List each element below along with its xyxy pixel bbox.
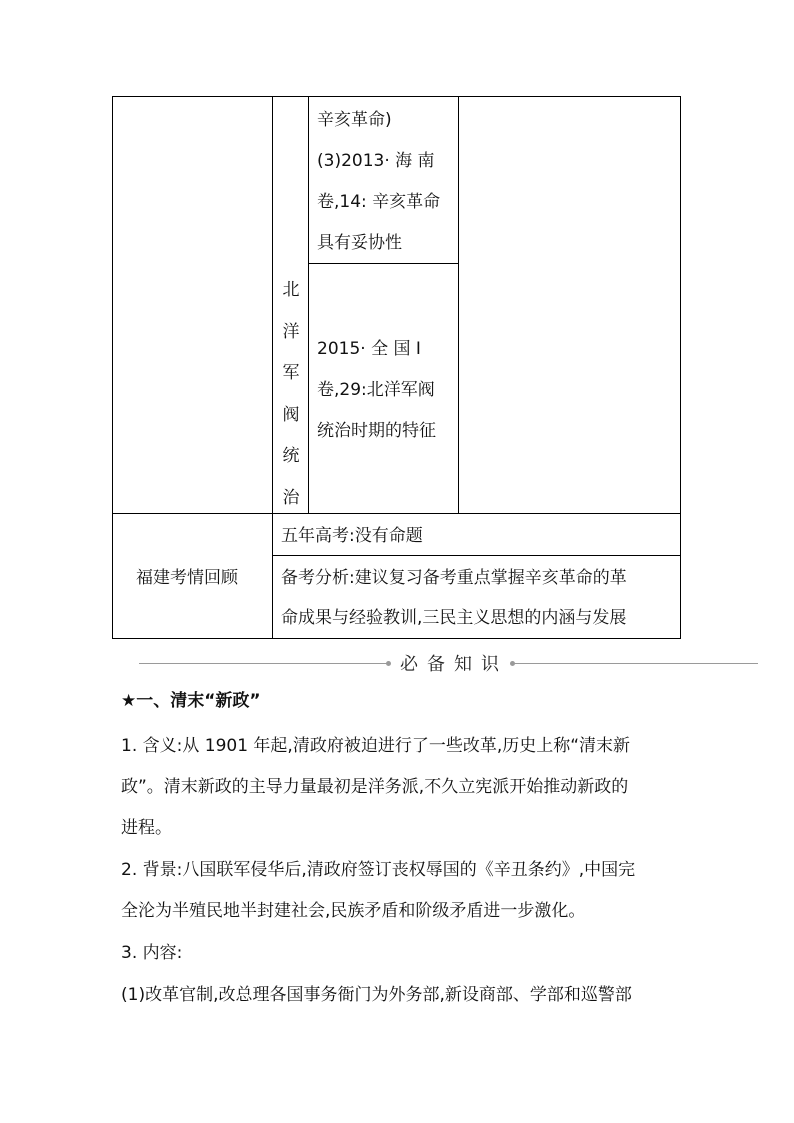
row2-vertical-char: 统 (282, 446, 300, 466)
paragraph-line: 全沦为半殖民地半封建社会,民族矛盾和阶级矛盾进一步激化。 (121, 901, 586, 921)
table-col1-border (272, 96, 273, 639)
row1-line4: 具有妥协性 (317, 233, 402, 253)
row2-vertical-char: 军 (282, 363, 300, 383)
section-heading: ★一、清末“新政” (121, 691, 261, 711)
table-right-border (680, 96, 681, 639)
table-fujian-top-border (112, 513, 681, 514)
row1-line1: 辛亥革命) (317, 110, 392, 130)
table-bottom-border (112, 638, 681, 639)
paragraph-line: 3. 内容: (121, 943, 183, 963)
row2-vertical-char: 阀 (282, 405, 300, 425)
divider-dot-left (386, 661, 391, 666)
row2-line3: 统治时期的特征 (317, 421, 436, 441)
divider-line-left (139, 663, 389, 664)
fujian-analysis-line1: 备考分析:建议复习备考重点掌握辛亥革命的革 (281, 568, 627, 588)
fujian-analysis-line2: 命成果与经验教训,三民主义思想的内涵与发展 (281, 608, 627, 628)
fujian-five-year: 五年高考:没有命题 (281, 526, 423, 546)
paragraph-line: (1)改革官制,改总理各国事务衙门为外务部,新设商部、学部和巡警部 (121, 985, 632, 1005)
table-top-border (112, 96, 681, 97)
table-fujian-mid-border (272, 555, 681, 556)
divider-line-right (513, 663, 758, 664)
row1-line2: (3)2013· 海 南 (317, 151, 435, 171)
row2-vertical-char: 治 (282, 488, 300, 508)
row1-line3: 卷,14: 辛亥革命 (317, 192, 441, 212)
row2-line2: 卷,29:北洋军阀 (317, 380, 435, 400)
table-left-border (112, 96, 113, 639)
row2-vertical-char: 北 (282, 280, 300, 300)
paragraph-line: 进程。 (121, 818, 172, 838)
paragraph-line: 2. 背景:八国联军侵华后,清政府签订丧权辱国的《辛丑条约》,中国完 (121, 860, 636, 880)
paragraph-line: 1. 含义:从 1901 年起,清政府被迫进行了一些改革,历史上称“清末新 (121, 736, 631, 756)
section-divider-title: 必备知识 (400, 654, 508, 675)
row2-line1: 2015· 全 国 Ⅰ (317, 339, 421, 359)
table-col2-border (308, 96, 309, 514)
row2-vertical-char: 洋 (282, 322, 300, 342)
fujian-label: 福建考情回顾 (136, 568, 238, 588)
table-col3-border (458, 96, 459, 514)
paragraph-line: 政”。清末新政的主导力量最初是洋务派,不久立宪派开始推动新政的 (121, 777, 629, 797)
table-row1-bottom-border (308, 263, 458, 264)
